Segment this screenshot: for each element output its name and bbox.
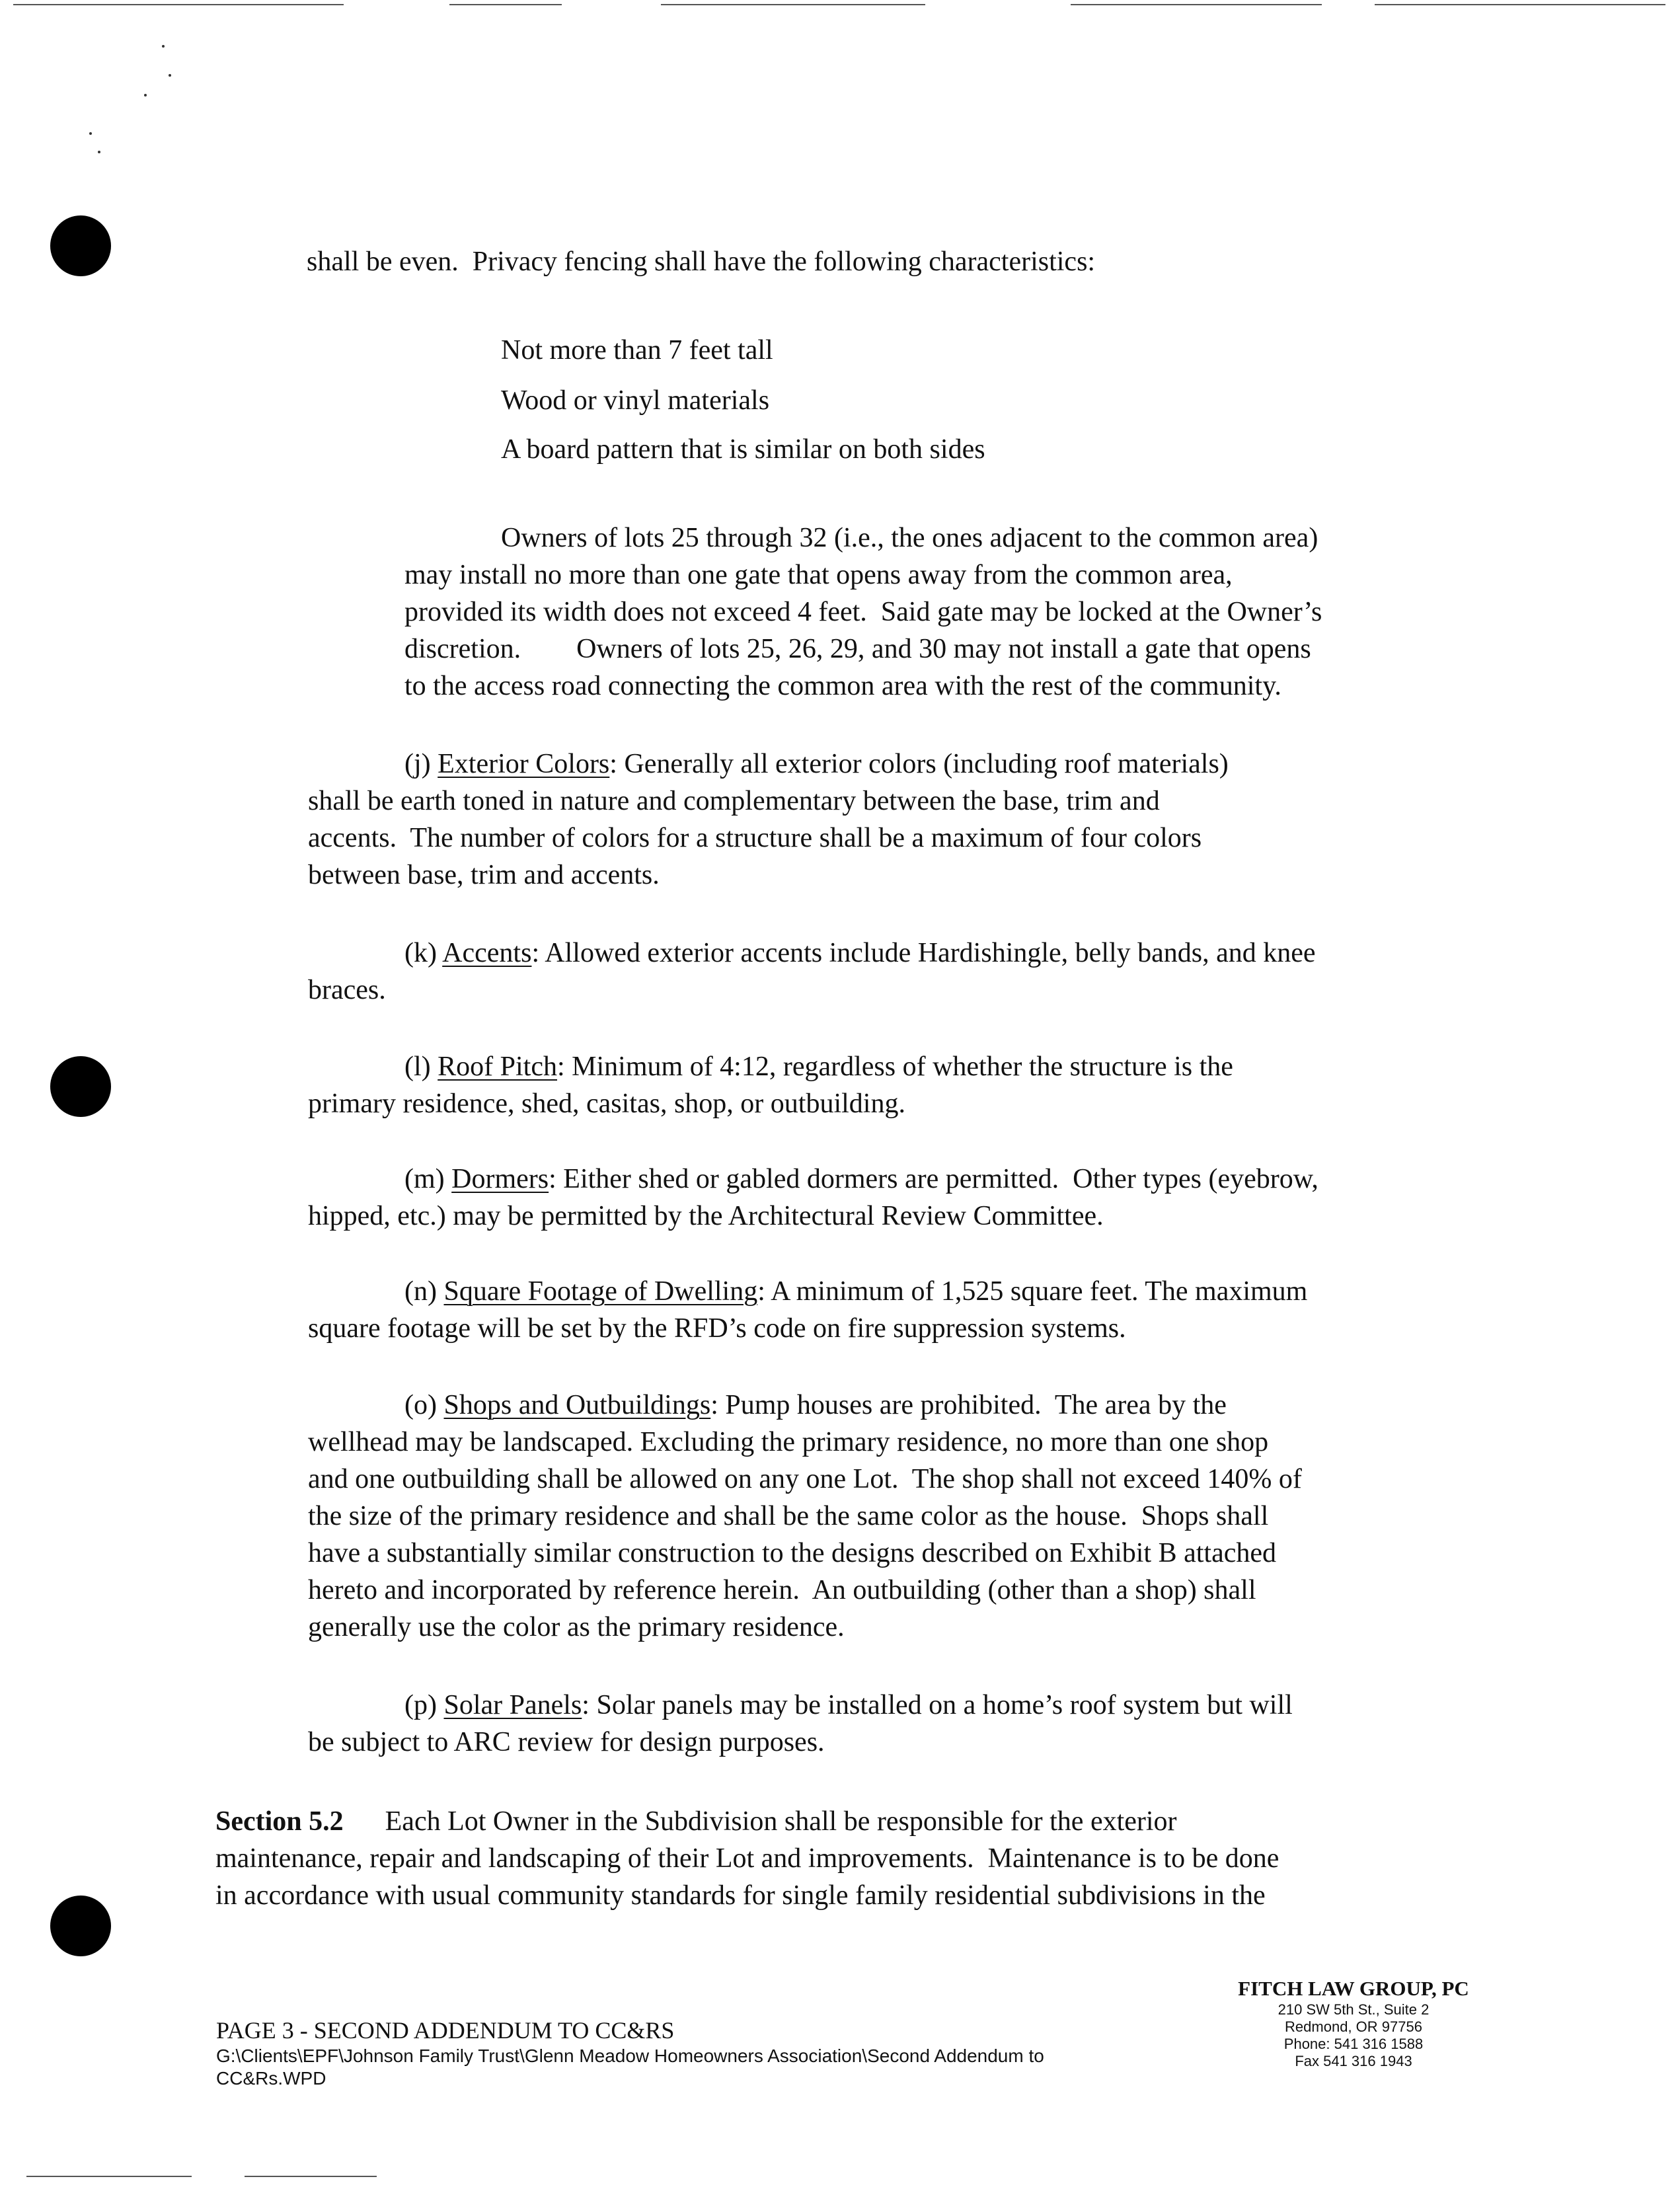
- firm-address-line2: Redmond, OR 97756: [1285, 2018, 1422, 2035]
- section-5-2-first-line: [215, 1803, 1177, 1840]
- clause-p-first-line: [404, 1687, 1293, 1724]
- scan-edge-line: [1071, 4, 1322, 5]
- paragraph-line: accents. The number of colors for a structure shall be a maximum of four colors: [308, 823, 1202, 853]
- punch-hole: [50, 1896, 111, 1956]
- fencing-list-item: A board pattern that is similar on both sides: [501, 434, 985, 465]
- clause-o-first-line: [404, 1387, 1227, 1424]
- scan-edge-line: [449, 4, 562, 5]
- paragraph-line: the size of the primary residence and shall be the same color as the house. Shops shall: [308, 1501, 1269, 1531]
- clause-heading: Shops and Outbuildings: [443, 1390, 711, 1420]
- paragraph-line: primary residence, shed, casitas, shop, or outbuilding.: [308, 1089, 905, 1119]
- clause-text: : Minimum of 4:12, regardless of whether the structure is the: [557, 1052, 1233, 1082]
- clause-text: : Either shed or gabled dormers are permitted. Other types (eyebrow,: [549, 1164, 1318, 1194]
- paragraph-line: square footage will be set by the RFD’s code on fire suppression systems.: [308, 1313, 1126, 1344]
- clause-m-first-line: [404, 1161, 1318, 1198]
- scan-edge-line: [661, 4, 925, 5]
- paragraph-line: shall be earth toned in nature and complementary between the base, trim and: [308, 786, 1160, 816]
- file-path-continued: CC&Rs.WPD: [216, 2068, 326, 2089]
- paragraph-line: wellhead may be landscaped. Excluding the primary residence, no more than one shop: [308, 1427, 1269, 1457]
- firm-fax: Fax 541 316 1943: [1295, 2053, 1412, 2069]
- clause-text: : Generally all exterior colors (including roof materials): [609, 749, 1229, 779]
- law-firm-block: [1228, 1976, 1479, 2070]
- clause-text: : Solar panels may be installed on a home’s roof system but will: [582, 1690, 1293, 1720]
- section-label: Section 5.2: [215, 1806, 344, 1837]
- clause-j-first-line: [404, 746, 1229, 783]
- paragraph-line: in accordance with usual community standards for single family residential subdivisions in the: [215, 1880, 1266, 1911]
- punch-hole: [50, 1056, 111, 1117]
- page-footer: [216, 2016, 1044, 2090]
- clause-heading: Accents: [442, 938, 532, 968]
- paragraph-line: and one outbuilding shall be allowed on any one Lot. The shop shall not exceed 140% of: [308, 1464, 1302, 1494]
- clause-prefix: (j): [404, 749, 438, 779]
- scan-edge-line: [1375, 4, 1665, 5]
- clause-l-first-line: [404, 1048, 1233, 1085]
- section-text: Each Lot Owner in the Subdivision shall be responsible for the exterior: [343, 1806, 1177, 1837]
- clause-heading: Dormers: [451, 1164, 549, 1194]
- scan-edge-line: [13, 4, 344, 5]
- firm-name: FITCH LAW GROUP, PC: [1238, 1977, 1469, 2000]
- clause-heading: Square Footage of Dwelling: [443, 1276, 758, 1307]
- clause-prefix: (k): [404, 938, 443, 968]
- clause-heading: Roof Pitch: [438, 1052, 557, 1082]
- firm-address-line1: 210 SW 5th St., Suite 2: [1278, 2001, 1430, 2018]
- scan-speck: [162, 45, 165, 48]
- clause-prefix: (o): [404, 1390, 444, 1420]
- clause-text: : Allowed exterior accents include Hardishingle, belly bands, and knee: [531, 938, 1316, 968]
- page-label: PAGE 3 - SECOND ADDENDUM TO CC&RS: [216, 2017, 675, 2044]
- clause-n-first-line: [404, 1273, 1307, 1310]
- paragraph-line: shall be even. Privacy fencing shall have the following characteristics:: [307, 247, 1096, 277]
- scan-speck: [89, 132, 92, 135]
- paragraph-line: maintenance, repair and landscaping of their Lot and improvements. Maintenance is to be done: [215, 1843, 1279, 1874]
- scan-edge-line: [245, 2176, 377, 2177]
- clause-prefix: (l): [404, 1052, 438, 1082]
- clause-prefix: (m): [404, 1164, 452, 1194]
- clause-heading: Exterior Colors: [438, 749, 610, 779]
- punch-hole: [50, 215, 111, 276]
- paragraph-line: may install no more than one gate that opens away from the common area,: [404, 560, 1233, 590]
- clause-prefix: (p): [404, 1690, 444, 1720]
- scan-edge-line: [26, 2176, 192, 2177]
- paragraph-line: hipped, etc.) may be permitted by the Architectural Review Committee.: [308, 1201, 1104, 1231]
- clause-text: : Pump houses are prohibited. The area by the: [710, 1390, 1227, 1420]
- paragraph-line: provided its width does not exceed 4 feet. Said gate may be locked at the Owner’s: [404, 597, 1322, 627]
- scan-speck: [169, 74, 171, 77]
- clause-text: : A minimum of 1,525 square feet. The maximum: [757, 1276, 1308, 1307]
- paragraph-line: have a substantially similar construction to the designs described on Exhibit B attached: [308, 1538, 1276, 1568]
- scan-speck: [98, 151, 100, 153]
- clause-k-first-line: [404, 935, 1316, 972]
- clause-heading: Solar Panels: [443, 1690, 582, 1720]
- scan-speck: [144, 94, 147, 96]
- fencing-list-item: Not more than 7 feet tall: [501, 335, 773, 365]
- paragraph-line: hereto and incorporated by reference herein. An outbuilding (other than a shop) shall: [308, 1575, 1256, 1605]
- clause-prefix: (n): [404, 1276, 444, 1307]
- paragraph-line: to the access road connecting the common area with the rest of the community.: [404, 671, 1281, 701]
- paragraph-line: generally use the color as the primary residence.: [308, 1612, 845, 1642]
- fencing-list-item: Wood or vinyl materials: [501, 385, 770, 416]
- paragraph-line: Owners of lots 25 through 32 (i.e., the ones adjacent to the common area): [501, 523, 1318, 553]
- firm-phone: Phone: 541 316 1588: [1283, 2036, 1424, 2052]
- paragraph-line: be subject to ARC review for design purposes.: [308, 1727, 825, 1757]
- paragraph-line: braces.: [308, 975, 386, 1005]
- paragraph-line: between base, trim and accents.: [308, 860, 660, 890]
- paragraph-line: discretion. Owners of lots 25, 26, 29, and 30 may not install a gate that opens: [404, 634, 1311, 664]
- file-path: G:\Clients\EPF\Johnson Family Trust\Glenn Meadow Homeowners Association\Second Addendum to: [216, 2046, 1044, 2066]
